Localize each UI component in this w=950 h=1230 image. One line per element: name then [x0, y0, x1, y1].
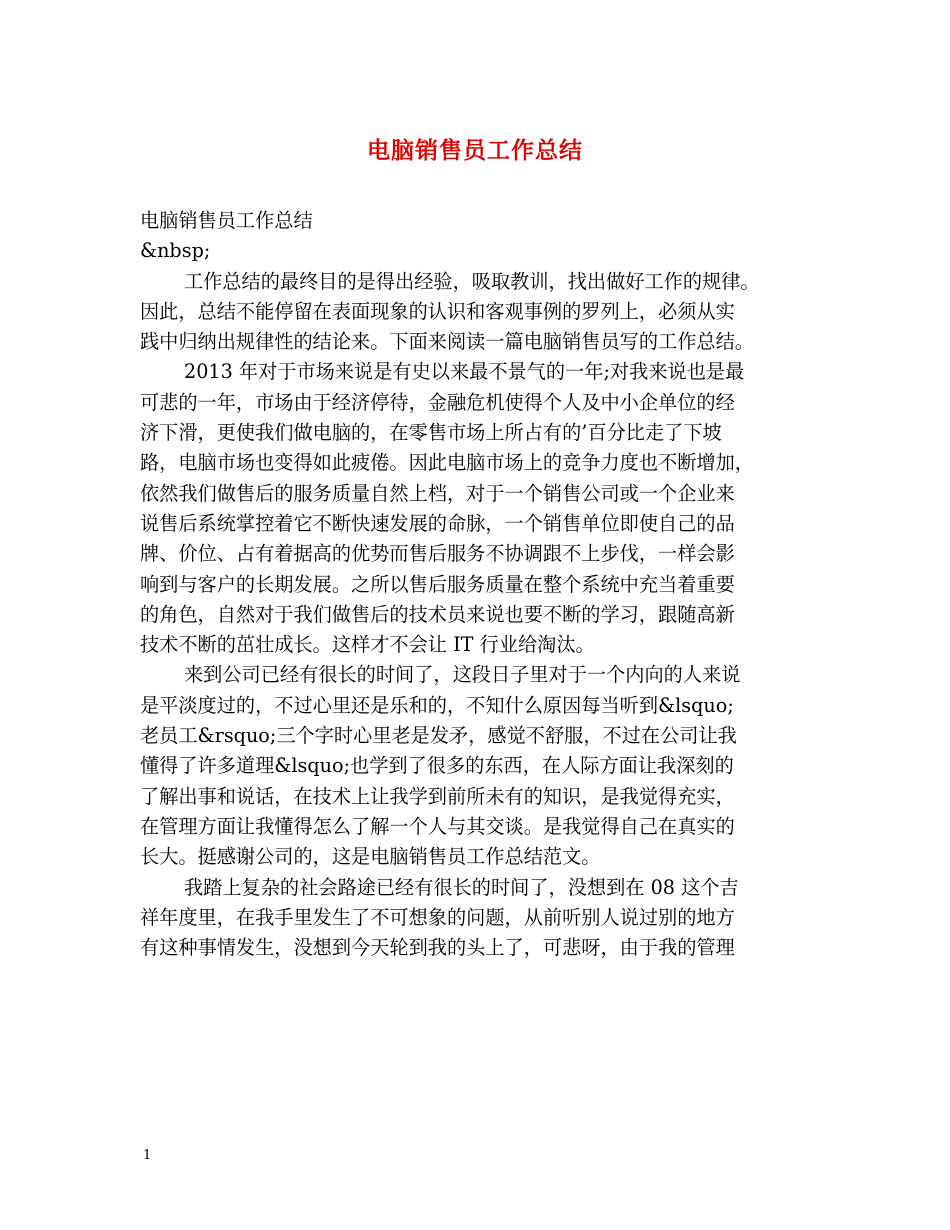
body-line: 践中归纳出规律性的结论来。下面来阅读一篇电脑销售员写的工作总结。	[140, 330, 754, 354]
document-title: 电脑销售员工作总结	[367, 137, 583, 164]
body-line: 路，电脑市场也变得如此疲倦。因此电脑市场上的竞争力度也不断增加，	[140, 451, 754, 475]
body-line: 牌、价位、占有着据高的优势而售后服务不协调跟不上步伐，一样会影	[140, 542, 735, 566]
body-line: 电脑销售员工作总结	[140, 209, 313, 232]
body-line: 在管理方面让我懂得怎么了解一个人与其交谈。是我觉得自己在真实的	[140, 814, 735, 838]
body-line: 祥年度里，在我手里发生了不可想象的问题，从前听别人说过别的地方	[140, 905, 735, 929]
paragraph-first-line: 2013 年对于市场来说是有史以来最不景气的一年;对我来说也是最	[184, 360, 745, 384]
body-line: 因此，总结不能停留在表面现象的认识和客观事例的罗列上，必须从实	[140, 299, 735, 323]
page-number: 1	[143, 1148, 152, 1163]
body-line: 懂得了许多道理&lsquo;也学到了很多的东西，在人际方面让我深刻的	[140, 754, 734, 778]
body-line: &nbsp;	[140, 239, 211, 263]
body-line: 响到与客户的长期发展。之所以售后服务质量在整个系统中充当着重要	[140, 572, 735, 596]
body-line: 有这种事情发生，没想到今天轮到我的头上了，可悲呀，由于我的管理	[140, 936, 735, 960]
body-line: 说售后系统掌控着它不断快速发展的命脉，一个销售单位即使自己的品	[140, 511, 735, 535]
paragraph-first-line: 来到公司已经有很长的时间了，这段日子里对于一个内向的人来说	[184, 663, 741, 687]
paragraph-first-line: 工作总结的最终目的是得出经验，吸取教训，找出做好工作的规律。	[184, 269, 760, 293]
body-line: 老员工&rsquo;三个字时心里老是发矛，感觉不舒服，不过在公司让我	[140, 724, 737, 748]
body-line: 依然我们做售后的服务质量自然上档，对于一个销售公司或一个企业来	[140, 481, 735, 505]
body-line: 长大。挺感谢公司的，这是电脑销售员工作总结范文。	[140, 845, 601, 869]
body-line: 了解出事和说话，在技术上让我学到前所未有的知识，是我觉得充实，	[140, 784, 735, 808]
body-line: 的角色，自然对于我们做售后的技术员来说也要不断的学习，跟随高新	[140, 602, 735, 626]
document-body	[140, 206, 830, 963]
body-line: 可悲的一年，市场由于经济停待，金融危机使得个人及中小企单位的经	[140, 390, 735, 414]
body-line: 是平淡度过的，不过心里还是乐和的，不知什么原因每当听到&lsquo;	[140, 693, 734, 717]
paragraph-first-line: 我踏上复杂的社会路途已经有很长的时间了，没想到在 08 这个吉	[184, 875, 739, 899]
body-line: 济下滑，更使我们做电脑的，在零售市场上所占有的’百分比走了下坡	[140, 421, 722, 445]
body-line: 技术不断的茁壮成长。这样才不会让 IT 行业给淘汰。	[140, 633, 595, 657]
